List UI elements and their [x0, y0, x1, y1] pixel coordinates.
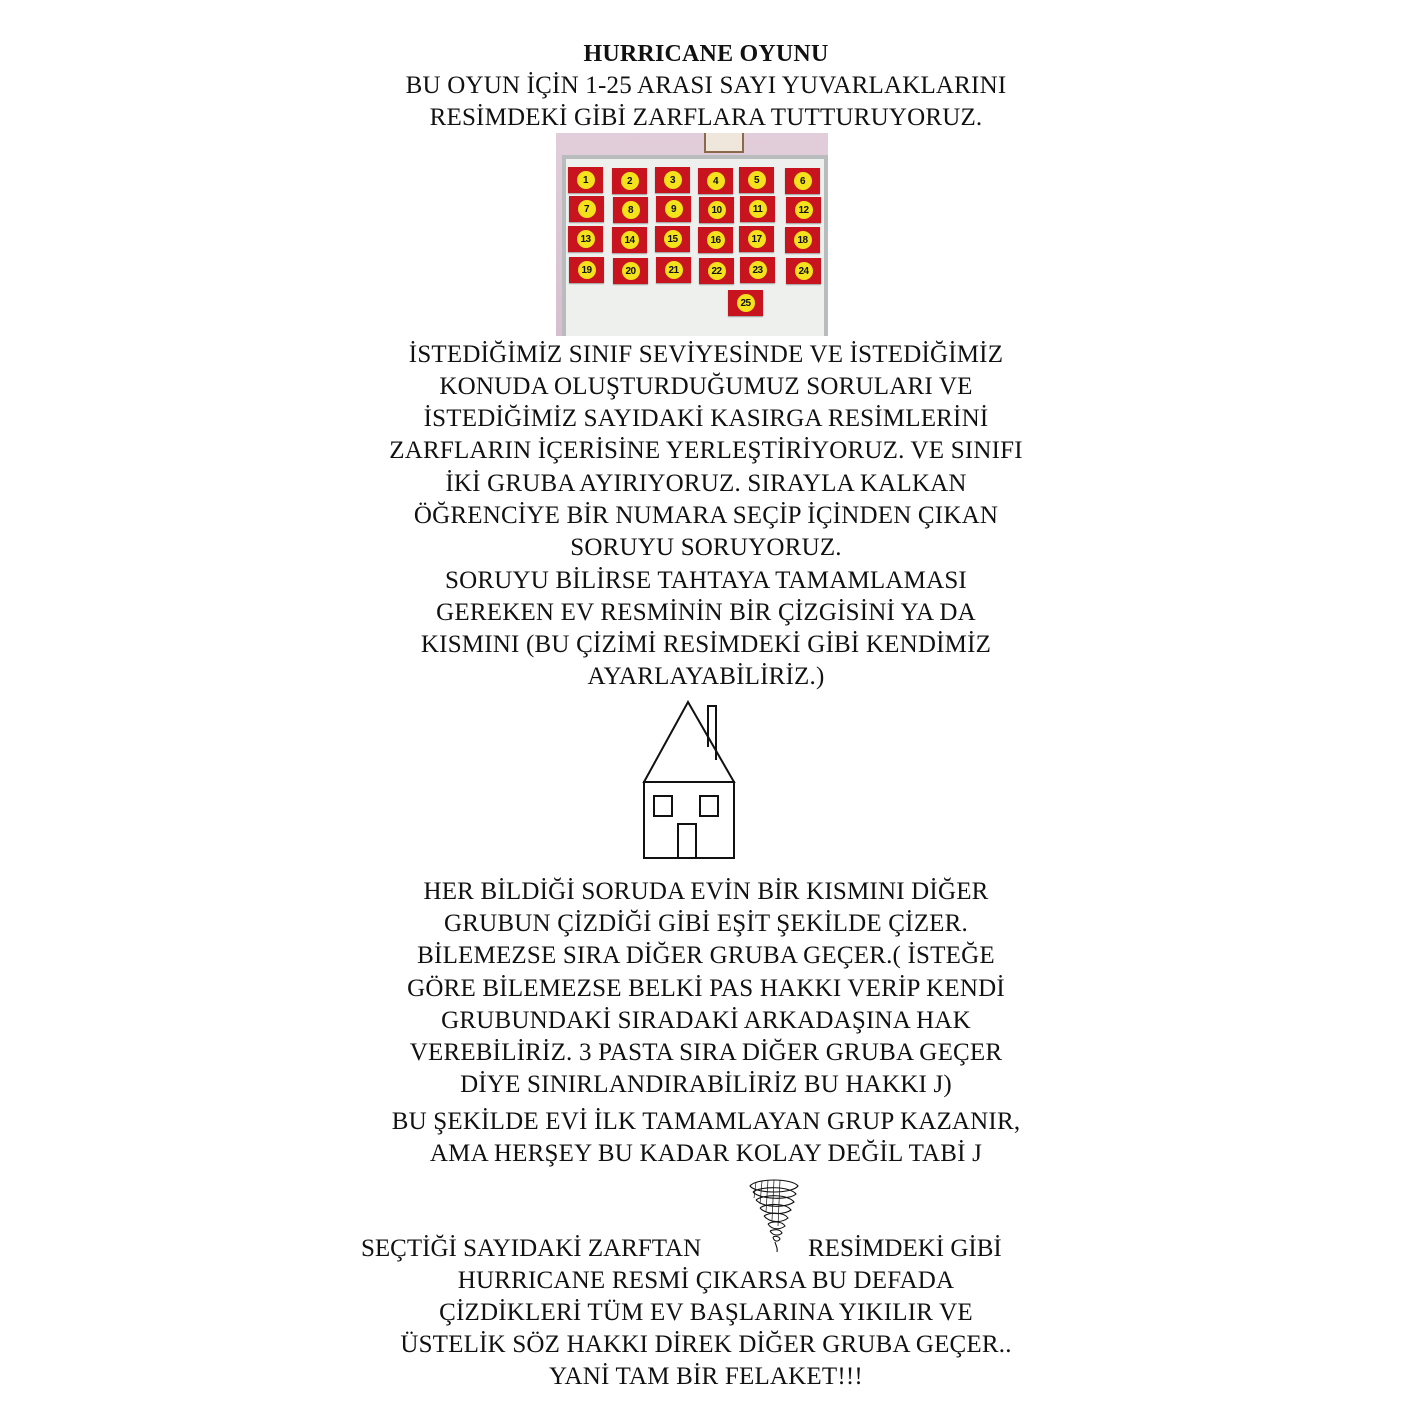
para2-line: GRUBUNDAKİ SIRADAKİ ARKADAŞINA HAK: [441, 1007, 971, 1034]
para3-line: ÇİZDİKLERİ TÜM EV BAŞLARINA YIKILIR VE: [439, 1299, 973, 1326]
envelope-number: 5: [748, 171, 766, 189]
envelope: [655, 167, 690, 193]
envelope-number: 21: [665, 261, 683, 279]
envelope-number: 13: [577, 230, 595, 248]
para1-line: KONUDA OLUŞTURDUĞUMUZ SORULARI VE: [439, 373, 973, 400]
tornado-loop: [770, 1230, 782, 1235]
para1-line: İSTEDİĞİMİZ SINIF SEVİYESİNDE VE İSTEDİĞİMİZ: [408, 341, 1004, 368]
envelope-number: 4: [707, 172, 725, 190]
envelope-number: 11: [749, 200, 767, 218]
house-drawing: [638, 700, 742, 860]
envelope-number: 18: [794, 231, 812, 249]
tornado-loop: [768, 1222, 785, 1229]
envelope-number: 8: [622, 201, 640, 219]
envelope: [699, 258, 734, 284]
tornado-tail: [775, 1242, 777, 1252]
envelope: [785, 168, 820, 194]
envelope: [739, 167, 774, 193]
para1-line: İSTEDİĞİMİZ SAYIDAKİ KASIRGA RESİMLERİNİ: [423, 405, 989, 432]
envelope-number: 25: [737, 294, 755, 312]
envelope: [655, 226, 690, 252]
envelope-number: 14: [621, 231, 639, 249]
para3-line-left: SEÇTİĞİ SAYIDAKİ ZARFTAN: [361, 1235, 702, 1262]
para1-line: KISMINI (BU ÇİZİMİ RESİMDEKİ GİBİ KENDİMİZ: [420, 631, 992, 658]
envelope: [786, 197, 821, 223]
para3-line: HURRICANE RESMİ ÇIKARSA BU DEFADA: [457, 1267, 955, 1294]
envelope: [613, 258, 648, 284]
house-window-right: [700, 796, 718, 816]
envelope-number: 3: [664, 171, 682, 189]
envelope: [786, 258, 821, 284]
house-roof: [644, 702, 734, 782]
house-door: [678, 824, 696, 858]
tornado-loop: [764, 1213, 788, 1221]
intro-line: BU OYUN İÇİN 1-25 ARASI SAYI YUVARLAKLARINI: [405, 72, 1007, 99]
envelope-number: 2: [621, 172, 639, 190]
envelope: [612, 227, 647, 253]
para1-line: ZARFLARIN İÇERİSİNE YERLEŞTİRİYORUZ. VE SINIFI: [389, 437, 1023, 464]
envelope-number: 1: [577, 171, 595, 189]
para2-line: BU ŞEKİLDE EVİ İLK TAMAMLAYAN GRUP KAZANIR,: [391, 1108, 1021, 1135]
photo-wall-frame: [704, 133, 744, 153]
envelope: [740, 257, 775, 283]
envelope-number: 19: [578, 261, 596, 279]
envelope-number: 23: [749, 261, 767, 279]
para2-line: VEREBİLİRİZ. 3 PASTA SIRA DİĞER GRUBA GEÇER: [409, 1039, 1003, 1066]
envelope-number: 9: [665, 200, 683, 218]
envelope: [569, 257, 604, 283]
page-title: HURRICANE OYUNU: [583, 41, 829, 67]
envelope-number: 20: [622, 262, 640, 280]
envelope-board-photo: [556, 133, 828, 336]
tornado-loop: [753, 1188, 796, 1199]
envelope-number: 24: [795, 262, 813, 280]
envelope-number: 7: [578, 200, 596, 218]
envelope: [740, 196, 775, 222]
house-chimney: [708, 706, 716, 760]
house-window-left: [654, 796, 672, 816]
para1-line: ÖĞRENCİYE BİR NUMARA SEÇİP İÇİNDEN ÇIKAN: [413, 502, 999, 529]
envelope-number: 6: [794, 172, 812, 190]
para2-line: BİLEMEZSE SIRA DİĞER GRUBA GEÇER.( İSTEĞE: [417, 942, 995, 969]
para1-line: SORUYU BİLİRSE TAHTAYA TAMAMLAMASI: [445, 567, 967, 594]
para2-line: DİYE SINIRLANDIRABİLİRİZ BU HAKKI J): [460, 1071, 952, 1098]
envelope-number: 15: [664, 230, 682, 248]
para3-line: YANİ TAM BİR FELAKET!!!: [549, 1363, 863, 1390]
envelope: [568, 167, 603, 193]
para3-line: ÜSTELİK SÖZ HAKKI DİREK DİĞER GRUBA GEÇER..: [400, 1331, 1012, 1358]
para2-line: HER BİLDİĞİ SORUDA EVİN BİR KISMINI DİĞER: [423, 878, 989, 905]
envelope: [739, 226, 774, 252]
para1-line: SORUYU SORUYORUZ.: [570, 534, 842, 561]
envelope: [728, 290, 763, 316]
envelope-number: 17: [748, 230, 766, 248]
para1-line: GEREKEN EV RESMİNİN BİR ÇİZGİSİNİ YA DA: [436, 599, 976, 626]
para3-line-right: RESİMDEKİ GİBİ: [808, 1235, 1002, 1262]
tornado-icon: [746, 1176, 802, 1256]
envelope: [656, 257, 691, 283]
envelope: [569, 196, 604, 222]
envelope-number: 10: [708, 201, 726, 219]
para1-line: AYARLAYABİLİRİZ.): [587, 663, 825, 690]
tornado-loop: [773, 1236, 780, 1241]
envelope: [698, 227, 733, 253]
envelope-number: 16: [707, 231, 725, 249]
intro-line: RESİMDEKİ GİBİ ZARFLARA TUTTURUYORUZ.: [429, 104, 983, 131]
envelope: [613, 197, 648, 223]
envelope: [785, 227, 820, 253]
envelope: [568, 226, 603, 252]
envelope-number: 22: [708, 262, 726, 280]
para1-line: İKİ GRUBA AYIRIYORUZ. SIRAYLA KALKAN: [445, 470, 967, 497]
envelope: [656, 196, 691, 222]
envelope: [612, 168, 647, 194]
envelope: [698, 168, 733, 194]
para2-line: GÖRE BİLEMEZSE BELKİ PAS HAKKI VERİP KENDİ: [407, 975, 1005, 1002]
para2-line: AMA HERŞEY BU KADAR KOLAY DEĞİL TABİ J: [429, 1140, 983, 1167]
envelope: [699, 197, 734, 223]
house-wall: [644, 782, 734, 858]
envelope-number: 12: [795, 201, 813, 219]
para2-line: GRUBUN ÇİZDİĞİ GİBİ EŞİT ŞEKİLDE ÇİZER.: [444, 910, 968, 937]
